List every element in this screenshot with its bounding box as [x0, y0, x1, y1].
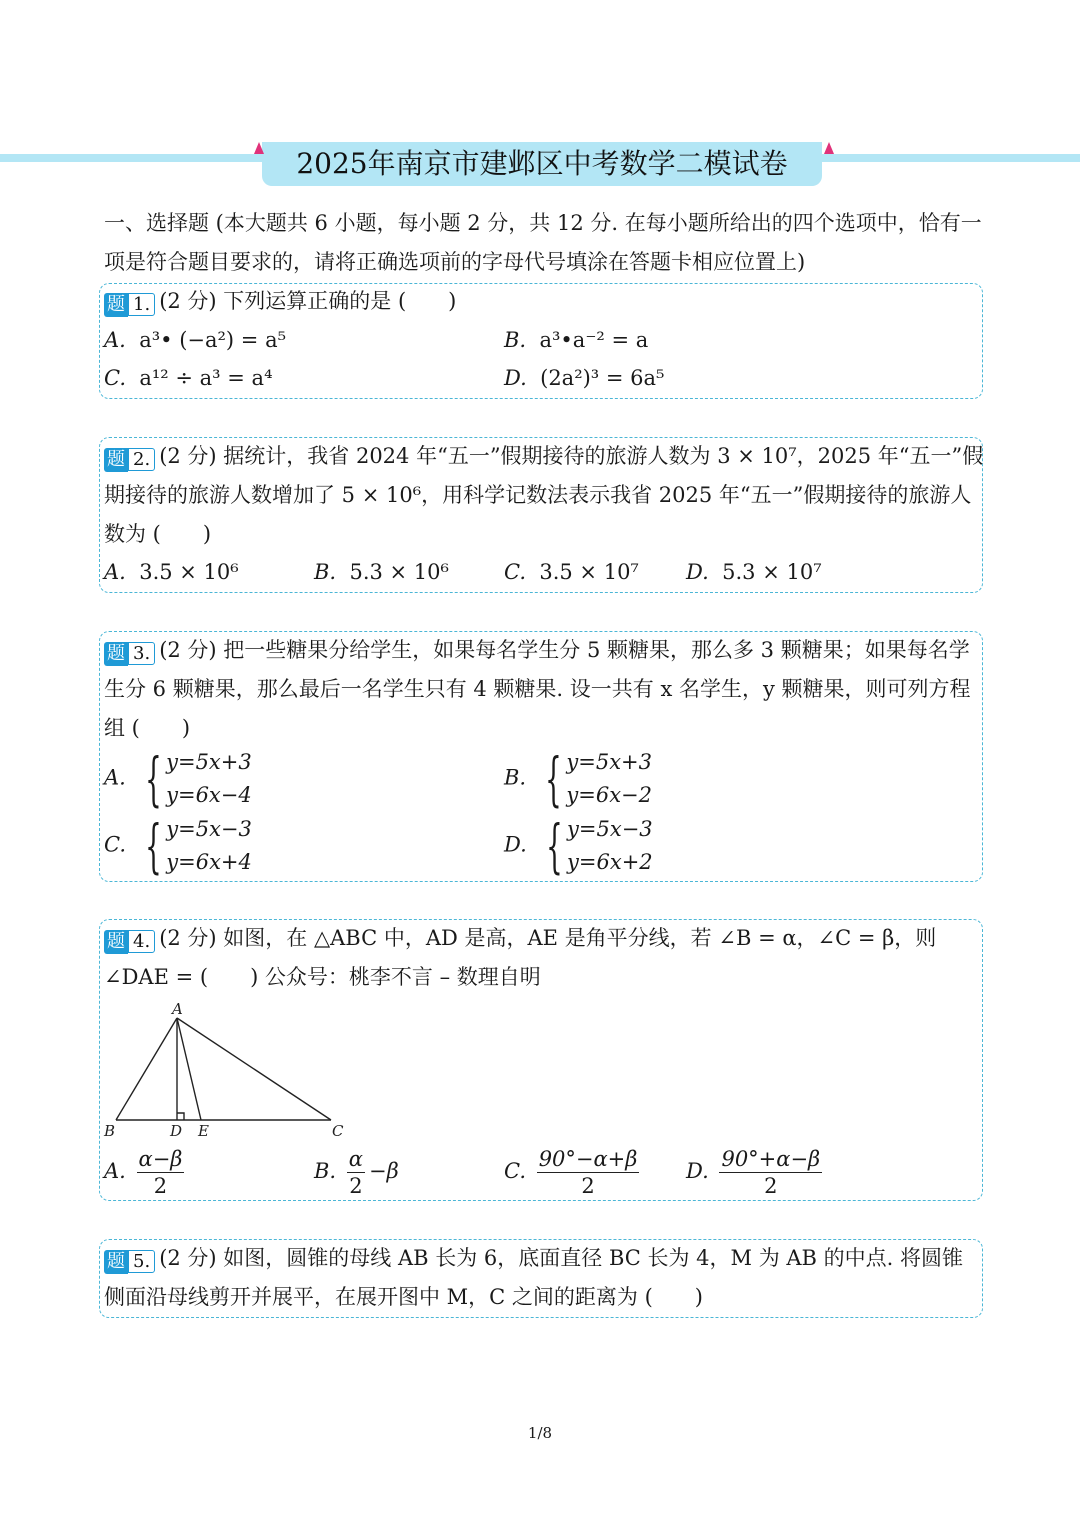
banner-corner-right — [824, 142, 834, 154]
q4-option-d: D. $\frac{90^\circ+\alpha-\beta}{2}$ — [686, 1147, 821, 1198]
question-4 — [104, 919, 984, 997]
q1-option-c: C. a¹² ÷ a³ = a⁴ — [104, 366, 273, 390]
q3-option-d: D. { y=5x−3 y=6x+2 — [504, 812, 653, 880]
question-5 — [104, 1239, 984, 1317]
q2-option-b: B. 5.3 × 10⁶ — [314, 560, 449, 584]
question-stem: (2 分) 把一些糖果分给学生，如果每名学生分 5 颗糖果，那么多 3 颗糖果；如果每名学生分 6 颗糖果，那么最后一名学生只有 4 颗糖果. 设一共有 x 名学生，y 颗糖果，则可列方程组 ( ) — [104, 638, 971, 740]
vertex-label-c: C — [332, 1122, 344, 1140]
page-title: 2025年南京市建邺区中考数学二模试卷 — [296, 147, 788, 180]
q1-option-a: A. a³• (−a²) = a⁵ — [104, 328, 287, 352]
q4-option-b: B. $\frac{\alpha}{2}$ −β — [314, 1147, 399, 1198]
q2-option-d: D. 5.3 × 10⁷ — [686, 560, 822, 584]
q4-option-c: C. $\frac{90^\circ-\alpha+\beta}{2}$ — [504, 1147, 638, 1198]
q2-option-c: C. 3.5 × 10⁷ — [504, 560, 639, 584]
section-intro: 一、选择题 (本大题共 6 小题，每小题 2 分，共 12 分. 在每小题所给出的四个选项中，恰有一项是符合题目要求的，请将正确选项前的字母代号填涂在答题卡相应位置上) — [104, 211, 982, 274]
question-1 — [104, 282, 984, 321]
question-tag: 题 3. — [104, 640, 155, 664]
page-number: 1/8 — [527, 1424, 553, 1442]
question-tag: 题 4. — [104, 928, 155, 952]
vertex-label-a: A — [172, 1000, 183, 1018]
q2-option-a: A. 3.5 × 10⁶ — [104, 560, 239, 584]
question-stem: (2 分) 下列运算正确的是 ( ) — [159, 289, 457, 313]
question-tag: 题 1. — [104, 291, 155, 315]
vertex-label-b: B — [104, 1122, 116, 1140]
question-tag: 题 2. — [104, 446, 155, 470]
question-2 — [104, 437, 984, 554]
question-stem: (2 分) 如图，在 △ABC 中，AD 是高，AE 是角平分线，若 ∠B = α，∠C = β，则 ∠DAE = ( ) 公众号：桃李不言 – 数理自明 — [104, 926, 937, 989]
q3-option-a: A. { y=5x+3 y=6x−4 — [104, 745, 252, 813]
q3-option-c: C. { y=5x−3 y=6x+4 — [104, 812, 252, 880]
vertex-label-d: D — [170, 1122, 183, 1140]
q4-option-a: A. $\frac{\alpha-\beta}{2}$ — [104, 1147, 183, 1198]
q3-option-b: B. { y=5x+3 y=6x−2 — [504, 745, 652, 813]
triangle-diagram — [100, 1000, 360, 1142]
q1-option-d: D. (2a²)³ = 6a⁵ — [504, 366, 665, 390]
vertex-label-e: E — [198, 1122, 209, 1140]
question-stem: (2 分) 如图，圆锥的母线 AB 长为 6，底面直径 BC 长为 4，M 为 AB 的中点. 将圆锥侧面沿母线剪开并展平，在展开图中 M，C 之间的距离为 ( ) — [104, 1246, 964, 1309]
question-tag: 题 5. — [104, 1248, 155, 1272]
question-3 — [104, 631, 984, 748]
question-stem: (2 分) 据统计，我省 2024 年“五一”假期接待的旅游人数为 3 × 10⁷，2025 年“五一”假期接待的旅游人数增加了 5 × 10⁶，用科学记数法表示我省 2025 年“五一”假期接待的旅游人数为 ( ) — [104, 444, 984, 546]
q1-option-b: B. a³•a⁻² = a — [504, 328, 649, 352]
